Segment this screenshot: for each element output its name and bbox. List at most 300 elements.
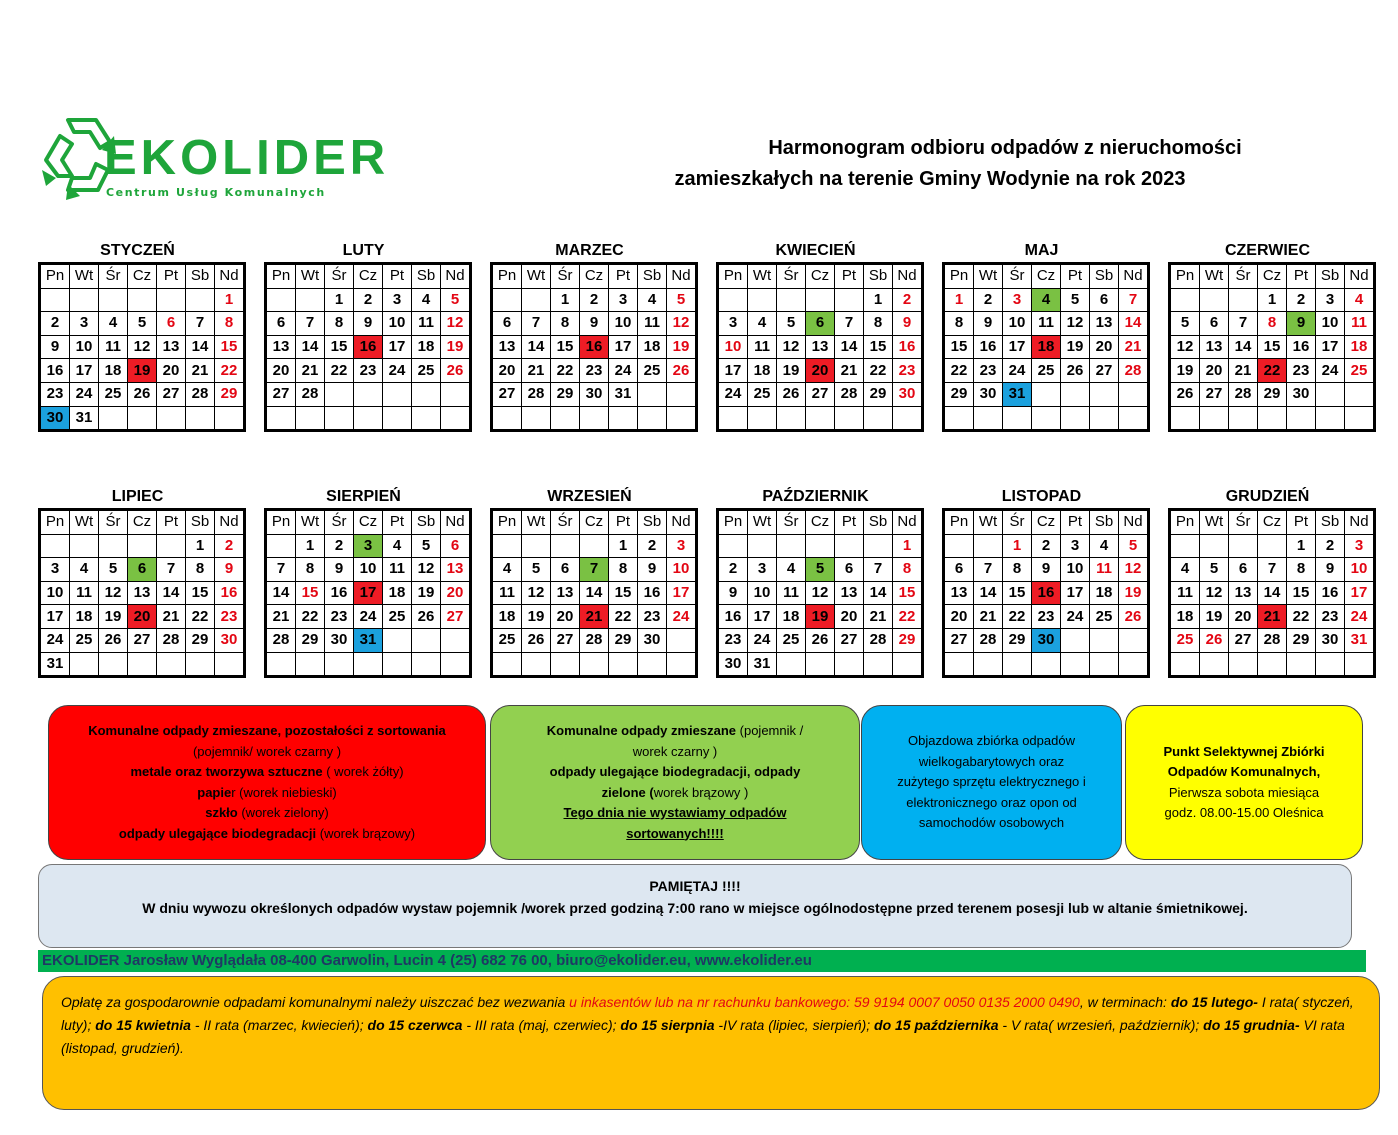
payment-text: - V rata( wrzesień, październik); xyxy=(998,1017,1204,1033)
day-cell: 31 xyxy=(609,382,638,406)
empty-cell xyxy=(777,652,806,677)
month-name: LUTY xyxy=(342,242,385,259)
day-cell: 31 xyxy=(70,406,99,431)
weekday-header: Wt xyxy=(522,264,551,289)
empty-cell xyxy=(157,534,186,558)
day-cell: 20 xyxy=(157,359,186,383)
day-cell: 4 xyxy=(99,312,128,336)
day-cell: 19 xyxy=(522,605,551,629)
day-cell: 21 xyxy=(864,605,893,629)
empty-cell xyxy=(1229,652,1258,677)
legend-text: odpady ulegające biodegradacji xyxy=(118,825,317,841)
day-cell: 26 xyxy=(128,382,157,406)
day-cell: 19 xyxy=(1170,359,1200,383)
day-cell: 15 xyxy=(1003,581,1032,605)
month-name: PAŹDZIERNIK xyxy=(762,488,869,505)
empty-cell xyxy=(1090,652,1119,677)
day-cell: 9 xyxy=(638,558,667,582)
day-cell: 4 xyxy=(1345,288,1375,312)
day-cell: 3 xyxy=(667,534,697,558)
weekday-header: Cz xyxy=(1032,264,1061,289)
empty-cell xyxy=(1170,288,1200,312)
weekday-header: Nd xyxy=(893,510,923,535)
month-table xyxy=(942,262,1150,432)
day-cell: 30 xyxy=(1287,382,1316,406)
day-cell: 13 xyxy=(944,581,974,605)
day-cell: 14 xyxy=(1258,581,1287,605)
day-cell: 27 xyxy=(492,382,522,406)
empty-cell xyxy=(1345,382,1375,406)
day-cell: 30 xyxy=(40,406,70,431)
month-calendar xyxy=(490,240,689,432)
day-cell: 27 xyxy=(266,382,296,406)
day-cell: 9 xyxy=(893,312,923,336)
day-cell: 31 xyxy=(1003,382,1032,406)
day-cell: 10 xyxy=(1316,312,1345,336)
empty-cell xyxy=(864,406,893,431)
month-table xyxy=(1168,508,1376,678)
day-cell: 17 xyxy=(667,581,697,605)
day-cell: 18 xyxy=(777,605,806,629)
day-cell: 14 xyxy=(266,581,296,605)
day-cell: 16 xyxy=(1316,581,1345,605)
day-cell: 15 xyxy=(215,335,245,359)
weekday-header: Pt xyxy=(383,264,412,289)
day-cell: 21 xyxy=(266,605,296,629)
day-cell: 12 xyxy=(777,335,806,359)
empty-cell xyxy=(864,534,893,558)
day-cell: 3 xyxy=(40,558,70,582)
day-cell: 21 xyxy=(580,605,609,629)
day-cell: 17 xyxy=(718,359,748,383)
empty-cell xyxy=(70,534,99,558)
day-cell: 27 xyxy=(1229,628,1258,652)
day-cell: 1 xyxy=(944,288,974,312)
day-cell: 8 xyxy=(864,312,893,336)
empty-cell xyxy=(806,534,835,558)
day-cell: 7 xyxy=(186,312,215,336)
day-cell: 10 xyxy=(609,312,638,336)
empty-cell xyxy=(383,652,412,677)
logo-wordmark: EKOLIDER xyxy=(104,131,390,185)
day-cell: 9 xyxy=(974,312,1003,336)
day-cell: 29 xyxy=(864,382,893,406)
day-cell: 1 xyxy=(186,534,215,558)
empty-cell xyxy=(128,288,157,312)
day-cell: 15 xyxy=(325,335,354,359)
empty-cell xyxy=(1229,534,1258,558)
legend-warning: Tego dnia nie wystawiamy odpadów xyxy=(563,805,787,820)
weekday-header: Sb xyxy=(1316,264,1345,289)
empty-cell xyxy=(974,652,1003,677)
legend-text: Pierwsza sobota miesiąca xyxy=(1168,784,1320,800)
empty-cell xyxy=(383,382,412,406)
day-cell: 27 xyxy=(551,628,580,652)
empty-cell xyxy=(893,652,923,677)
day-cell: 24 xyxy=(1003,359,1032,383)
empty-cell xyxy=(580,406,609,431)
day-cell: 26 xyxy=(441,359,471,383)
day-cell: 7 xyxy=(580,558,609,582)
day-cell: 1 xyxy=(893,534,923,558)
day-cell: 1 xyxy=(325,288,354,312)
day-cell: 7 xyxy=(864,558,893,582)
day-cell: 17 xyxy=(748,605,777,629)
day-cell: 23 xyxy=(325,605,354,629)
weekday-header: Śr xyxy=(777,510,806,535)
day-cell: 30 xyxy=(580,382,609,406)
empty-cell xyxy=(718,534,748,558)
empty-cell xyxy=(1345,406,1375,431)
legend-text: ( worek żółty) xyxy=(322,764,404,779)
legend-text: (pojemnik / xyxy=(736,723,804,738)
legend-text: elektronicznego oraz opon od xyxy=(906,794,1077,810)
weekday-header: Śr xyxy=(99,510,128,535)
day-cell: 14 xyxy=(580,581,609,605)
empty-cell xyxy=(974,406,1003,431)
empty-cell xyxy=(186,652,215,677)
remember-notice xyxy=(38,864,1352,948)
day-cell: 14 xyxy=(974,581,1003,605)
day-cell: 4 xyxy=(492,558,522,582)
day-cell: 23 xyxy=(580,359,609,383)
legend-text: (worek zielony) xyxy=(237,805,329,820)
day-cell: 29 xyxy=(944,382,974,406)
empty-cell xyxy=(522,288,551,312)
day-cell: 12 xyxy=(806,581,835,605)
empty-cell xyxy=(157,288,186,312)
weekday-header: Sb xyxy=(638,510,667,535)
empty-cell xyxy=(777,288,806,312)
weekday-header: Wt xyxy=(748,264,777,289)
day-cell: 9 xyxy=(354,312,383,336)
day-cell: 28 xyxy=(186,382,215,406)
empty-cell xyxy=(835,534,864,558)
day-cell: 11 xyxy=(70,581,99,605)
weekday-header: Pn xyxy=(718,264,748,289)
day-cell: 23 xyxy=(1316,605,1345,629)
weekday-header: Nd xyxy=(215,264,245,289)
day-cell: 21 xyxy=(522,359,551,383)
weekday-header: Pt xyxy=(609,510,638,535)
empty-cell xyxy=(1316,652,1345,677)
empty-cell xyxy=(492,288,522,312)
legend-text: zużytego sprzętu elektrycznego i xyxy=(897,774,1086,790)
day-cell: 5 xyxy=(441,288,471,312)
day-cell: 2 xyxy=(40,312,70,336)
day-cell: 25 xyxy=(638,359,667,383)
day-cell: 9 xyxy=(580,312,609,336)
payment-text: VI rata (listopad, grudzień). xyxy=(61,1017,1345,1056)
day-cell: 4 xyxy=(383,534,412,558)
weekday-header: Nd xyxy=(1345,264,1375,289)
day-cell: 20 xyxy=(441,581,471,605)
day-cell: 25 xyxy=(1032,359,1061,383)
weekday-header: Pn xyxy=(492,264,522,289)
day-cell: 13 xyxy=(1090,312,1119,336)
payment-deadline: do 15 października xyxy=(874,1017,999,1033)
day-cell: 7 xyxy=(835,312,864,336)
day-cell: 28 xyxy=(1119,359,1149,383)
legend-pszok xyxy=(1125,705,1363,860)
empty-cell xyxy=(1090,406,1119,431)
day-cell: 9 xyxy=(1032,558,1061,582)
day-cell: 26 xyxy=(1061,359,1090,383)
weekday-header: Śr xyxy=(551,510,580,535)
weekday-header: Nd xyxy=(893,264,923,289)
day-cell: 22 xyxy=(1003,605,1032,629)
day-cell: 25 xyxy=(1345,359,1375,383)
day-cell: 9 xyxy=(325,558,354,582)
day-cell: 13 xyxy=(551,581,580,605)
day-cell: 14 xyxy=(186,335,215,359)
day-cell: 2 xyxy=(1287,288,1316,312)
day-cell: 1 xyxy=(296,534,325,558)
empty-cell xyxy=(186,406,215,431)
weekday-header: Pn xyxy=(492,510,522,535)
day-cell: 24 xyxy=(718,382,748,406)
day-cell: 6 xyxy=(157,312,186,336)
empty-cell xyxy=(1258,652,1287,677)
day-cell: 16 xyxy=(580,335,609,359)
day-cell: 30 xyxy=(325,628,354,652)
day-cell: 29 xyxy=(1003,628,1032,652)
month-table xyxy=(264,262,472,432)
day-cell: 26 xyxy=(522,628,551,652)
day-cell: 10 xyxy=(70,335,99,359)
month-table xyxy=(1168,262,1376,432)
day-cell: 4 xyxy=(1170,558,1200,582)
day-cell: 1 xyxy=(215,288,245,312)
day-cell: 1 xyxy=(1258,288,1287,312)
empty-cell xyxy=(1200,288,1229,312)
weekday-header: Cz xyxy=(580,264,609,289)
day-cell: 5 xyxy=(412,534,441,558)
day-cell: 17 xyxy=(354,581,383,605)
day-cell: 21 xyxy=(157,605,186,629)
legend-text: wielkogabarytowych oraz xyxy=(918,753,1065,769)
empty-cell xyxy=(412,406,441,431)
empty-cell xyxy=(215,406,245,431)
day-cell: 5 xyxy=(1061,288,1090,312)
day-cell: 11 xyxy=(638,312,667,336)
day-cell: 3 xyxy=(609,288,638,312)
legend-mixed-waste xyxy=(48,705,486,860)
day-cell: 7 xyxy=(522,312,551,336)
empty-cell xyxy=(266,288,296,312)
month-table xyxy=(38,262,246,432)
day-cell: 20 xyxy=(835,605,864,629)
month-name: MARZEC xyxy=(555,242,624,259)
day-cell: 22 xyxy=(325,359,354,383)
weekday-header: Sb xyxy=(412,264,441,289)
day-cell: 17 xyxy=(1061,581,1090,605)
legend-text: papie xyxy=(197,784,232,800)
empty-cell xyxy=(893,406,923,431)
day-cell: 10 xyxy=(40,581,70,605)
legend-text: metale oraz tworzywa sztuczne xyxy=(130,764,323,779)
weekday-header: Wt xyxy=(296,510,325,535)
day-cell: 27 xyxy=(1090,359,1119,383)
weekday-header: Cz xyxy=(580,510,609,535)
weekday-header: Śr xyxy=(1229,510,1258,535)
day-cell: 10 xyxy=(383,312,412,336)
empty-cell xyxy=(638,652,667,677)
day-cell: 31 xyxy=(1345,628,1375,652)
month-table xyxy=(716,262,924,432)
remember-text: W dniu wywozu określonych odpadów wystaw pojemnik /worek przed godziną 7:00 rano w miejsce ogólnodostępne przed terenem posesji lub w altanie śmietnikowej. xyxy=(142,900,1248,916)
weekday-header: Cz xyxy=(354,264,383,289)
empty-cell xyxy=(441,652,471,677)
day-cell: 28 xyxy=(835,382,864,406)
day-cell: 23 xyxy=(215,605,245,629)
empty-cell xyxy=(1287,406,1316,431)
day-cell: 24 xyxy=(40,628,70,652)
logo-subtitle: Centrum Usług Komunalnych xyxy=(106,186,326,199)
month-name: SIERPIEŃ xyxy=(326,488,401,505)
day-cell: 6 xyxy=(1200,312,1229,336)
empty-cell xyxy=(492,406,522,431)
weekday-header: Pn xyxy=(266,264,296,289)
day-cell: 13 xyxy=(1200,335,1229,359)
day-cell: 29 xyxy=(893,628,923,652)
empty-cell xyxy=(70,288,99,312)
day-cell: 25 xyxy=(383,605,412,629)
weekday-header: Cz xyxy=(806,264,835,289)
empty-cell xyxy=(266,652,296,677)
empty-cell xyxy=(157,406,186,431)
legend-text: (pojemnik/ worek czarny ) xyxy=(192,743,342,759)
day-cell: 1 xyxy=(1003,534,1032,558)
day-cell: 9 xyxy=(215,558,245,582)
empty-cell xyxy=(667,628,697,652)
day-cell: 11 xyxy=(412,312,441,336)
month-name: LISTOPAD xyxy=(1001,488,1082,505)
empty-cell xyxy=(1170,534,1200,558)
weekday-header: Pn xyxy=(266,510,296,535)
day-cell: 3 xyxy=(748,558,777,582)
day-cell: 2 xyxy=(354,288,383,312)
day-cell: 20 xyxy=(806,359,835,383)
day-cell: 13 xyxy=(806,335,835,359)
day-cell: 30 xyxy=(893,382,923,406)
day-cell: 28 xyxy=(157,628,186,652)
empty-cell xyxy=(40,288,70,312)
bank-account: u inkasentów lub na nr rachunku bankowego: 59 9194 0007 0050 0135 2000 0490 xyxy=(569,994,1080,1010)
day-cell: 14 xyxy=(522,335,551,359)
day-cell: 12 xyxy=(522,581,551,605)
month-table xyxy=(490,508,698,678)
empty-cell xyxy=(325,382,354,406)
day-cell: 24 xyxy=(70,382,99,406)
day-cell: 18 xyxy=(492,605,522,629)
day-cell: 26 xyxy=(99,628,128,652)
day-cell: 29 xyxy=(186,628,215,652)
weekday-header: Sb xyxy=(1090,510,1119,535)
empty-cell xyxy=(383,628,412,652)
empty-cell xyxy=(718,406,748,431)
empty-cell xyxy=(551,406,580,431)
empty-cell xyxy=(1345,652,1375,677)
empty-cell xyxy=(1119,628,1149,652)
day-cell: 21 xyxy=(974,605,1003,629)
empty-cell xyxy=(296,652,325,677)
day-cell: 31 xyxy=(748,652,777,677)
day-cell: 26 xyxy=(1170,382,1200,406)
day-cell: 16 xyxy=(638,581,667,605)
weekday-header: Wt xyxy=(1200,510,1229,535)
weekday-header: Nd xyxy=(1345,510,1375,535)
empty-cell xyxy=(835,652,864,677)
day-cell: 25 xyxy=(1170,628,1200,652)
day-cell: 2 xyxy=(718,558,748,582)
day-cell: 8 xyxy=(186,558,215,582)
day-cell: 30 xyxy=(215,628,245,652)
day-cell: 5 xyxy=(1170,312,1200,336)
legend-text: samochodów osobowych xyxy=(918,815,1065,831)
empty-cell xyxy=(551,534,580,558)
day-cell: 3 xyxy=(354,534,383,558)
day-cell: 28 xyxy=(296,382,325,406)
day-cell: 21 xyxy=(1119,335,1149,359)
empty-cell xyxy=(1061,628,1090,652)
day-cell: 28 xyxy=(974,628,1003,652)
day-cell: 30 xyxy=(974,382,1003,406)
day-cell: 29 xyxy=(296,628,325,652)
weekday-header: Cz xyxy=(128,264,157,289)
month-calendar xyxy=(264,486,463,678)
empty-cell xyxy=(864,652,893,677)
month-calendar xyxy=(942,240,1141,432)
empty-cell xyxy=(266,406,296,431)
payment-deadline: do 15 sierpnia xyxy=(620,1017,715,1033)
day-cell: 4 xyxy=(748,312,777,336)
legend-text: Komunalne odpady zmieszane xyxy=(546,723,737,738)
day-cell: 1 xyxy=(1287,534,1316,558)
weekday-header: Pt xyxy=(835,264,864,289)
day-cell: 30 xyxy=(1316,628,1345,652)
day-cell: 24 xyxy=(354,605,383,629)
day-cell: 7 xyxy=(296,312,325,336)
day-cell: 24 xyxy=(383,359,412,383)
empty-cell xyxy=(157,652,186,677)
month-name: LIPIEC xyxy=(111,488,164,505)
empty-cell xyxy=(1090,628,1119,652)
empty-cell xyxy=(128,406,157,431)
day-cell: 18 xyxy=(99,359,128,383)
page-title-line2: zamieszkałych na terenie Gminy Wodynie na rok 2023 xyxy=(674,168,1186,190)
day-cell: 11 xyxy=(99,335,128,359)
day-cell: 20 xyxy=(1200,359,1229,383)
legend-bio-waste xyxy=(490,705,860,860)
day-cell: 19 xyxy=(777,359,806,383)
day-cell: 25 xyxy=(492,628,522,652)
day-cell: 6 xyxy=(835,558,864,582)
day-cell: 11 xyxy=(1345,312,1375,336)
empty-cell xyxy=(638,382,667,406)
day-cell: 5 xyxy=(667,288,697,312)
month-name: MAJ xyxy=(1024,242,1059,259)
day-cell: 19 xyxy=(1061,335,1090,359)
empty-cell xyxy=(296,406,325,431)
weekday-header: Sb xyxy=(864,264,893,289)
month-name: WRZESIEŃ xyxy=(547,488,632,505)
day-cell: 19 xyxy=(99,605,128,629)
day-cell: 9 xyxy=(1316,558,1345,582)
empty-cell xyxy=(412,382,441,406)
day-cell: 15 xyxy=(186,581,215,605)
weekday-header: Pt xyxy=(157,264,186,289)
